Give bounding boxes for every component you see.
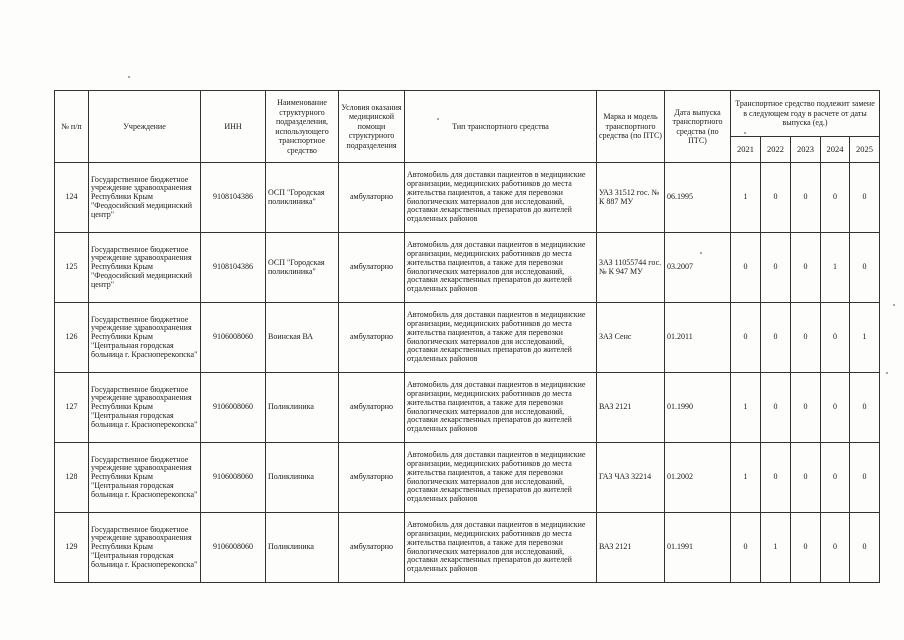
- cell-model: ВАЗ 2121: [597, 513, 665, 583]
- cell-2025: 0: [850, 373, 880, 443]
- cell-2023: 0: [791, 233, 821, 303]
- cell-num: 128: [55, 443, 89, 513]
- cell-conditions: амбулаторно: [339, 233, 405, 303]
- cell-release-date: 01.2002: [665, 443, 731, 513]
- cell-2023: 0: [791, 373, 821, 443]
- cell-2022: 0: [761, 443, 791, 513]
- cell-model: УАЗ 31512 гос. № К 887 МУ: [597, 163, 665, 233]
- cell-2024: 0: [821, 303, 850, 373]
- cell-2022: 0: [761, 163, 791, 233]
- cell-num: 124: [55, 163, 89, 233]
- cell-inn: 9106008060: [201, 513, 266, 583]
- header-year-2022: 2022: [761, 137, 791, 163]
- cell-inn: 9106008060: [201, 303, 266, 373]
- cell-institution: Государственное бюджетное учреждение здравоохранения Республики Крым "Центральная городская больница г. Красноперекопска": [89, 373, 201, 443]
- cell-2022: 1: [761, 513, 791, 583]
- cell-division: ОСП "Городская поликлиника": [266, 163, 339, 233]
- cell-vehicle-type: Автомобиль для доставки пациентов в медицинские организации, медицинских работников до места жительства пациентов, а также для перевозки биологических материалов для исследований, доставки лекарственных препаратов до жителей отдаленных районов: [405, 163, 597, 233]
- header-year-2025: 2025: [850, 137, 880, 163]
- cell-institution: Государственное бюджетное учреждение здравоохранения Республики Крым "Центральная городская больница г. Красноперекопска": [89, 443, 201, 513]
- cell-release-date: 03.2007: [665, 233, 731, 303]
- vehicle-registry-table: [54, 90, 880, 583]
- cell-vehicle-type: Автомобиль для доставки пациентов в медицинские организации, медицинских работников до места жительства пациентов, а также для перевозки биологических материалов для исследований, доставки лекарственных препаратов до жителей отдаленных районов: [405, 303, 597, 373]
- header-model: Марка и модель транспортного средства (по ПТС): [597, 91, 665, 163]
- cell-2021: 1: [731, 443, 761, 513]
- cell-2021: 0: [731, 303, 761, 373]
- scan-speck: [128, 76, 130, 78]
- header-release-date: Дата выпуска транспортного средства (по ПТС): [665, 91, 731, 163]
- cell-institution: Государственное бюджетное учреждение здравоохранения Республики Крым "Феодосийский медицинский центр": [89, 233, 201, 303]
- cell-2021: 0: [731, 233, 761, 303]
- cell-2024: 1: [821, 233, 850, 303]
- scan-speck: [700, 252, 702, 254]
- cell-num: 127: [55, 373, 89, 443]
- cell-2025: 0: [850, 163, 880, 233]
- cell-institution: Государственное бюджетное учреждение здравоохранения Республики Крым "Центральная городская больница г. Красноперекопска": [89, 303, 201, 373]
- cell-2021: 1: [731, 163, 761, 233]
- cell-conditions: амбулаторно: [339, 373, 405, 443]
- table-row: [55, 513, 880, 583]
- header-institution: Учреждение: [89, 91, 201, 163]
- table-header: [55, 91, 880, 163]
- cell-2022: 0: [761, 373, 791, 443]
- cell-vehicle-type: Автомобиль для доставки пациентов в медицинские организации, медицинских работников до места жительства пациентов, а также для перевозки биологических материалов для исследований, доставки лекарственных препаратов до жителей отдаленных районов: [405, 233, 597, 303]
- cell-inn: 9108104386: [201, 233, 266, 303]
- header-conditions: Условия оказания медицинской помощи структурного подразделения: [339, 91, 405, 163]
- cell-2024: 0: [821, 373, 850, 443]
- cell-2023: 0: [791, 303, 821, 373]
- cell-2024: 0: [821, 443, 850, 513]
- header-replacement: Транспортное средство подлежит замене в следующем году в расчете от даты выпуска (ед.): [731, 91, 880, 137]
- cell-release-date: 01.1990: [665, 373, 731, 443]
- cell-conditions: амбулаторно: [339, 513, 405, 583]
- cell-inn: 9108104386: [201, 163, 266, 233]
- scan-speck: [893, 304, 895, 306]
- table-body: [55, 163, 880, 583]
- cell-2023: 0: [791, 443, 821, 513]
- table-row: [55, 443, 880, 513]
- cell-inn: 9106008060: [201, 443, 266, 513]
- cell-2025: 1: [850, 303, 880, 373]
- cell-conditions: амбулаторно: [339, 303, 405, 373]
- cell-inn: 9106008060: [201, 373, 266, 443]
- cell-2025: 0: [850, 443, 880, 513]
- cell-vehicle-type: Автомобиль для доставки пациентов в медицинские организации, медицинских работников до места жительства пациентов, а также для перевозки биологических материалов для исследований, доставки лекарственных препаратов до жителей отдаленных районов: [405, 443, 597, 513]
- cell-2022: 0: [761, 233, 791, 303]
- cell-division: Поликлиника: [266, 513, 339, 583]
- cell-2023: 0: [791, 163, 821, 233]
- cell-institution: Государственное бюджетное учреждение здравоохранения Республики Крым "Центральная городская больница г. Красноперекопска": [89, 513, 201, 583]
- header-inn: ИНН: [201, 91, 266, 163]
- cell-2025: 0: [850, 233, 880, 303]
- cell-num: 125: [55, 233, 89, 303]
- cell-2022: 0: [761, 303, 791, 373]
- cell-conditions: амбулаторно: [339, 163, 405, 233]
- cell-2021: 0: [731, 513, 761, 583]
- table-row: [55, 373, 880, 443]
- cell-num: 126: [55, 303, 89, 373]
- cell-model: ЗАЗ 11055744 гос. № К 947 МУ: [597, 233, 665, 303]
- cell-2021: 1: [731, 373, 761, 443]
- header-vehicle-type: Тип транспортного средства: [405, 91, 597, 163]
- cell-release-date: 06.1995: [665, 163, 731, 233]
- cell-release-date: 01.2011: [665, 303, 731, 373]
- header-year-2021: 2021: [731, 137, 761, 163]
- cell-2024: 0: [821, 513, 850, 583]
- header-division: Наименование структурного подразделения, использующего транспортное средство: [266, 91, 339, 163]
- table-row: [55, 163, 880, 233]
- scan-speck: [437, 118, 439, 120]
- cell-vehicle-type: Автомобиль для доставки пациентов в медицинские организации, медицинских работников до места жительства пациентов, а также для перевозки биологических материалов для исследований, доставки лекарственных препаратов до жителей отдаленных районов: [405, 513, 597, 583]
- scan-speck: [744, 132, 746, 134]
- header-year-2024: 2024: [821, 137, 850, 163]
- header-year-2023: 2023: [791, 137, 821, 163]
- cell-division: ОСП "Городская поликлиника": [266, 233, 339, 303]
- scan-speck: [886, 372, 888, 374]
- cell-institution: Государственное бюджетное учреждение здравоохранения Республики Крым "Феодосийский медицинский центр": [89, 163, 201, 233]
- cell-vehicle-type: Автомобиль для доставки пациентов в медицинские организации, медицинских работников до места жительства пациентов, а также для перевозки биологических материалов для исследований, доставки лекарственных препаратов до жителей отдаленных районов: [405, 373, 597, 443]
- cell-division: Воинская ВА: [266, 303, 339, 373]
- cell-num: 129: [55, 513, 89, 583]
- cell-release-date: 01.1991: [665, 513, 731, 583]
- table-row: [55, 303, 880, 373]
- table-row: [55, 233, 880, 303]
- cell-conditions: амбулаторно: [339, 443, 405, 513]
- cell-model: ВАЗ 2121: [597, 373, 665, 443]
- cell-2023: 0: [791, 513, 821, 583]
- cell-division: Поликлиника: [266, 443, 339, 513]
- cell-2025: 0: [850, 513, 880, 583]
- header-num: № п/п: [55, 91, 89, 163]
- cell-model: ГАЗ ЧАЗ 32214: [597, 443, 665, 513]
- cell-division: Поликлиника: [266, 373, 339, 443]
- cell-model: ЗАЗ Сенс: [597, 303, 665, 373]
- cell-2024: 0: [821, 163, 850, 233]
